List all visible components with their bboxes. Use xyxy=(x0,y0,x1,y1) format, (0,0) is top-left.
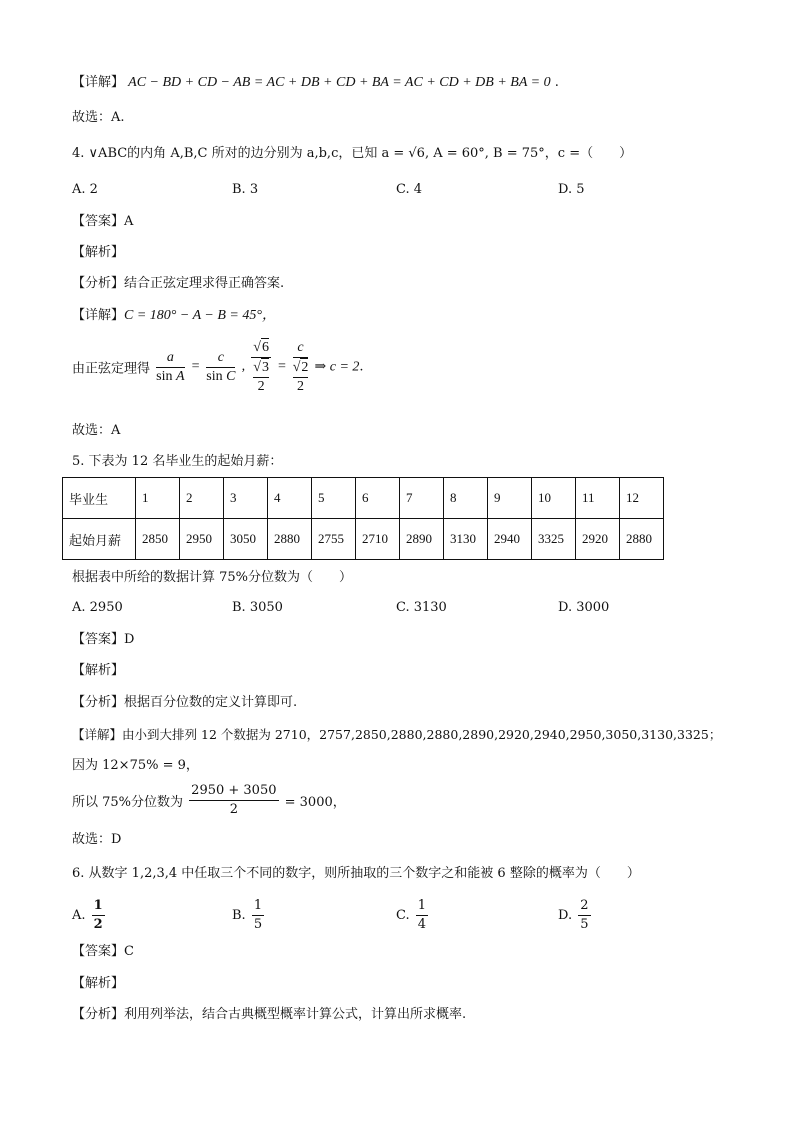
q4-explain-tag: 【解析】 xyxy=(72,245,125,260)
q4-option-c: C. 4 xyxy=(396,182,423,197)
sorted-data: 由小到大排列 12 个数据为 2710，2757,2850,2880,2880,2890,2920,2940,2950,3050,3130,3325； xyxy=(122,727,722,742)
table-cell: 3050 xyxy=(224,519,268,560)
answer-value: D xyxy=(124,632,135,647)
table-cell: 2880 xyxy=(268,519,312,560)
q6-answer-line xyxy=(72,943,134,961)
frac-num: 2950 + 3050 xyxy=(189,782,278,801)
analysis-tag: 【分析】 xyxy=(72,695,125,710)
q5-option-b: B. 3050 xyxy=(232,600,283,615)
analysis-text: 根据百分位数的定义计算即可. xyxy=(124,695,298,710)
period: . xyxy=(554,75,559,90)
detail-tag: 【详解】 xyxy=(72,308,125,323)
q4-stem: 4. ∨ABC的内角 A,B,C 所对的边分别为 a,b,c，已知 a = √6, A = 60°, B = 75°，c =（ ） xyxy=(72,146,633,161)
frac-c-over: $\frac{c}{\frac{√2}{2}}$ xyxy=(292,339,309,394)
table-cell: 7 xyxy=(400,478,444,519)
table-cell: 2920 xyxy=(576,519,620,560)
q6-option-d: D. $\frac{2}{5}$ xyxy=(558,898,589,932)
table-cell: 3325 xyxy=(532,519,576,560)
q4-detail-line xyxy=(72,307,276,325)
table-cell: 2940 xyxy=(488,519,532,560)
q6-analysis-line xyxy=(72,1006,466,1024)
table-cell: 11 xyxy=(576,478,620,519)
so-prefix: 所以 75%分位数为 xyxy=(72,795,184,810)
frac-a-sinA: $\frac{a}{\text{sin A}}$ xyxy=(156,349,185,384)
q5-option-a: A. 2950 xyxy=(72,600,123,615)
table-cell: 2710 xyxy=(356,519,400,560)
q6-option-a: A. $\frac{1}{2}$ xyxy=(72,898,103,932)
table-cell: 4 xyxy=(268,478,312,519)
table-cell: 1 xyxy=(136,478,180,519)
table-cell: 2 xyxy=(180,478,224,519)
answer-tag: 【答案】 xyxy=(72,632,125,647)
vector-equation: AC − BD + CD − AB = AC + DB + CD + BA = AC + CD + DB + BA = 0 xyxy=(128,75,551,90)
table-row xyxy=(63,519,664,560)
so-result: = 3000， xyxy=(284,795,346,810)
q6-explain-tag: 【解析】 xyxy=(72,976,125,991)
table-cell: 9 xyxy=(488,478,532,519)
table-cell: 2755 xyxy=(312,519,356,560)
q5-because: 因为 12×75% = 9， xyxy=(72,758,199,773)
q5-detail-line xyxy=(72,726,721,744)
option-fraction: $\frac{2}{5}$ xyxy=(580,898,589,932)
q4-sine-law: 由正弦定理得 $\frac{a}{\text{sin A}}$ = $\frac{c}{\text{sin C}}$ , $\frac{√6}{\frac{√3}{2}}$ = $\frac{c}{\frac{√2}{2}}$ ⇒ c = 2. xyxy=(72,339,364,394)
q6-stem: 6. 从数字 1,2,3,4 中任取三个不同的数字，则所抽取的三个数字之和能被 6 整除的概率为（ ） xyxy=(72,866,640,881)
option-fraction: $\frac{1}{5}$ xyxy=(253,898,263,932)
q5-so-line xyxy=(72,782,346,819)
option-fraction: $\frac{1}{4}$ xyxy=(417,898,427,932)
frac-c-sinC: $\frac{c}{\text{sin C}}$ xyxy=(206,349,236,384)
table-cell: 6 xyxy=(356,478,400,519)
q5-analysis-line xyxy=(72,694,297,712)
analysis-tag: 【分析】 xyxy=(72,276,125,291)
table-cell: 12 xyxy=(620,478,664,519)
q5-option-d: D. 3000 xyxy=(558,600,610,615)
q4-option-d: D. 5 xyxy=(558,182,585,197)
answer-value: A xyxy=(124,214,134,229)
q5-question: 根据表中所给的数据计算 75%分位数为（ ） xyxy=(72,570,353,585)
frac-den: 2 xyxy=(229,802,238,817)
detail-tag: 【详解】 xyxy=(72,75,125,90)
answer-tag: 【答案】 xyxy=(72,214,125,229)
q4-option-b: B. 3 xyxy=(232,182,259,197)
table-header-graduate: 毕业生 xyxy=(63,478,136,519)
option-fraction: $\frac{1}{2}$ xyxy=(93,898,103,932)
table-cell: 5 xyxy=(312,478,356,519)
detail-tag: 【详解】 xyxy=(72,727,123,742)
q3-choice: 故选：A. xyxy=(72,110,125,125)
analysis-text: 利用列举法，结合古典概型概率计算公式，计算出所求概率. xyxy=(124,1007,467,1022)
table-header-salary: 起始月薪 xyxy=(63,519,136,560)
q5-stem: 5. 下表为 12 名毕业生的起始月薪： xyxy=(72,454,283,469)
answer-tag: 【答案】 xyxy=(72,944,125,959)
table-cell: 2890 xyxy=(400,519,444,560)
q4-choice: 故选：A xyxy=(72,423,121,438)
table-row xyxy=(63,478,664,519)
angle-c-calc: C = 180° − A − B = 45°， xyxy=(124,308,276,323)
frac-sqrt6-over: $\frac{√6}{\frac{√3}{2}}$ xyxy=(253,340,269,394)
q5-option-c: C. 3130 xyxy=(396,600,447,615)
table-cell: 10 xyxy=(532,478,576,519)
q6-option-c: C. $\frac{1}{4}$ xyxy=(396,898,427,932)
analysis-tag: 【分析】 xyxy=(72,1007,125,1022)
table-cell: 3130 xyxy=(444,519,488,560)
sine-law-prefix: 由正弦定理得 xyxy=(72,361,151,377)
q5-explain-tag: 【解析】 xyxy=(72,663,125,678)
analysis-text: 结合正弦定理求得正确答案. xyxy=(124,276,285,291)
table-cell: 8 xyxy=(444,478,488,519)
q4-analysis-line xyxy=(72,275,284,293)
q6-option-b: B. $\frac{1}{5}$ xyxy=(232,898,263,932)
table-cell: 3 xyxy=(224,478,268,519)
q5-choice: 故选：D xyxy=(72,832,122,847)
q5-answer-line xyxy=(72,631,134,649)
table-cell: 2850 xyxy=(136,519,180,560)
q4-option-a: A. 2 xyxy=(72,182,98,197)
table-cell: 2950 xyxy=(180,519,224,560)
percentile-fraction xyxy=(189,782,278,819)
salary-table xyxy=(62,477,664,560)
q3-detail-line xyxy=(72,74,559,92)
q4-answer-line xyxy=(72,213,133,231)
answer-value: C xyxy=(124,944,134,959)
table-cell: 2880 xyxy=(620,519,664,560)
